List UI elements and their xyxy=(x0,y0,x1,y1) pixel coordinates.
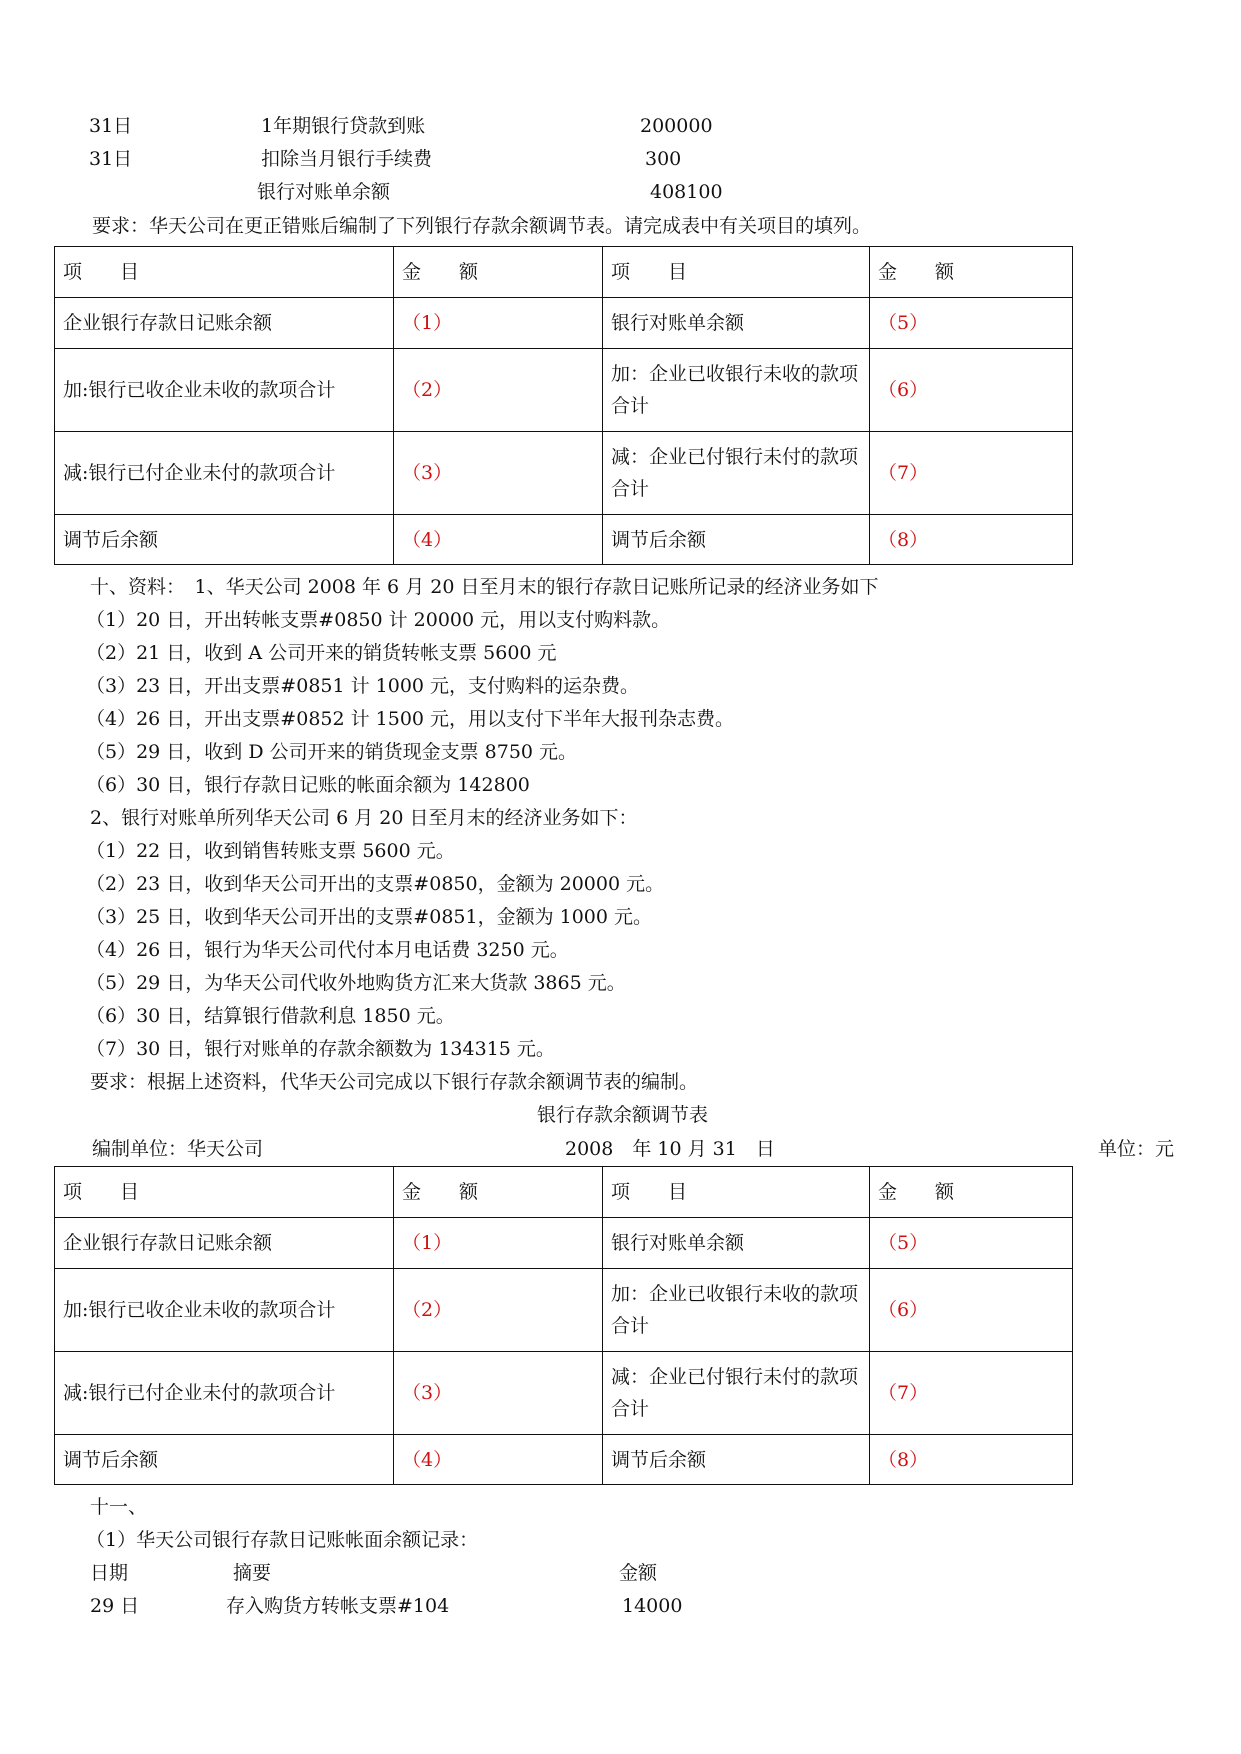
journal-item: （3）23 日，开出支票#0851 计 1000 元，支付购料的运杂费。 xyxy=(86,675,640,697)
journal-item: （5）29 日，收到 D 公司开来的销货现金支票 8750 元。 xyxy=(86,741,578,763)
header-item: 项 目 xyxy=(603,1167,870,1218)
blank-value: （3） xyxy=(394,1352,603,1435)
row-label: 加：企业已收银行未收的款项合计 xyxy=(603,349,870,432)
blank-value: （5） xyxy=(870,1218,1073,1269)
column-amount: 金额 xyxy=(619,1562,658,1584)
blank-value: （2） xyxy=(394,349,603,432)
column-summary: 摘要 xyxy=(233,1562,272,1584)
record-amount: 300 xyxy=(645,148,682,170)
header-amount: 金 额 xyxy=(394,247,603,298)
section-11-heading: 十一、 xyxy=(90,1496,148,1518)
row-label: 加:银行已收企业未收的款项合计 xyxy=(55,1269,394,1352)
bank-item: （3）25 日，收到华天公司开出的支票#0851，金额为 1000 元。 xyxy=(86,906,653,928)
table-title: 银行存款余额调节表 xyxy=(537,1104,709,1126)
record-date: 29 日 xyxy=(90,1595,140,1617)
record-date: 31日 xyxy=(89,148,133,170)
journal-item: （6）30 日，银行存款日记账的帐面余额为 142800 xyxy=(86,774,530,796)
blank-value: （8） xyxy=(870,515,1073,565)
blank-value: （1） xyxy=(394,298,603,349)
record-summary: 扣除当月银行手续费 xyxy=(261,148,433,170)
blank-value: （3） xyxy=(394,432,603,515)
bank-intro: 2、银行对账单所列华天公司 6 月 20 日至月末的经济业务如下： xyxy=(90,807,638,829)
row-label: 企业银行存款日记账余额 xyxy=(55,1218,394,1269)
row-label: 银行对账单余额 xyxy=(603,298,870,349)
section-11-sub: （1）华天公司银行存款日记账帐面余额记录： xyxy=(86,1529,479,1551)
column-date: 日期 xyxy=(90,1562,129,1584)
row-label: 银行对账单余额 xyxy=(603,1218,870,1269)
header-item: 项 目 xyxy=(603,247,870,298)
record-amount: 14000 xyxy=(622,1595,683,1617)
header-item: 项 目 xyxy=(55,1167,394,1218)
reconciliation-table-2 xyxy=(54,1166,1073,1485)
balance-amount: 408100 xyxy=(650,181,723,203)
row-label: 调节后余额 xyxy=(55,515,394,565)
blank-value: （6） xyxy=(870,1269,1073,1352)
journal-item: （1）20 日，开出转帐支票#0850 计 20000 元，用以支付购料款。 xyxy=(86,609,671,631)
unit-label: 编制单位：华天公司 xyxy=(92,1138,264,1160)
row-label: 调节后余额 xyxy=(603,515,870,565)
bank-item: （6）30 日，结算银行借款利息 1850 元。 xyxy=(86,1005,455,1027)
row-label: 减：企业已付银行未付的款项合计 xyxy=(603,432,870,515)
bank-item: （7）30 日，银行对账单的存款余额数为 134315 元。 xyxy=(86,1038,555,1060)
blank-value: （4） xyxy=(394,515,603,565)
header-item: 项 目 xyxy=(55,247,394,298)
row-label: 减:银行已付企业未付的款项合计 xyxy=(55,432,394,515)
journal-item: （2）21 日，收到 A 公司开来的销货转帐支票 5600 元 xyxy=(86,642,557,664)
row-label: 企业银行存款日记账余额 xyxy=(55,298,394,349)
bank-item: （1）22 日，收到销售转账支票 5600 元。 xyxy=(86,840,455,862)
row-label: 加：企业已收银行未收的款项合计 xyxy=(603,1269,870,1352)
requirement-text: 要求：华天公司在更正错账后编制了下列银行存款余额调节表。请完成表中有关项目的填列。 xyxy=(92,215,872,237)
bank-item: （4）26 日，银行为华天公司代付本月电话费 3250 元。 xyxy=(86,939,569,961)
blank-value: （7） xyxy=(870,432,1073,515)
requirement-text: 要求：根据上述资料，代华天公司完成以下银行存款余额调节表的编制。 xyxy=(90,1071,699,1093)
header-amount: 金 额 xyxy=(870,1167,1073,1218)
row-label: 调节后余额 xyxy=(55,1435,394,1485)
header-amount: 金 额 xyxy=(870,247,1073,298)
currency-unit: 单位：元 xyxy=(1098,1138,1175,1160)
table-date: 2008 年 10 月 31 日 xyxy=(565,1138,775,1160)
header-amount: 金 额 xyxy=(394,1167,603,1218)
record-date: 31日 xyxy=(89,115,133,137)
blank-value: （7） xyxy=(870,1352,1073,1435)
record-summary: 1年期银行贷款到账 xyxy=(261,115,426,137)
blank-value: （4） xyxy=(394,1435,603,1485)
record-summary: 存入购货方转帐支票#104 xyxy=(226,1595,450,1617)
row-label: 减：企业已付银行未付的款项合计 xyxy=(603,1352,870,1435)
blank-value: （5） xyxy=(870,298,1073,349)
blank-value: （2） xyxy=(394,1269,603,1352)
balance-label: 银行对账单余额 xyxy=(257,181,391,203)
blank-value: （1） xyxy=(394,1218,603,1269)
row-label: 加:银行已收企业未收的款项合计 xyxy=(55,349,394,432)
blank-value: （6） xyxy=(870,349,1073,432)
bank-item: （2）23 日，收到华天公司开出的支票#0850，金额为 20000 元。 xyxy=(86,873,665,895)
row-label: 调节后余额 xyxy=(603,1435,870,1485)
blank-value: （8） xyxy=(870,1435,1073,1485)
bank-item: （5）29 日，为华天公司代收外地购货方汇来大货款 3865 元。 xyxy=(86,972,626,994)
reconciliation-table-1 xyxy=(54,246,1073,565)
journal-item: （4）26 日，开出支票#0852 计 1500 元，用以支付下半年大报刊杂志费。 xyxy=(86,708,735,730)
row-label: 减:银行已付企业未付的款项合计 xyxy=(55,1352,394,1435)
record-amount: 200000 xyxy=(640,115,713,137)
section-10-intro: 十、资料： 1、华天公司 2008 年 6 月 20 日至月末的银行存款日记账所记录的经济业务如下 xyxy=(90,576,879,598)
